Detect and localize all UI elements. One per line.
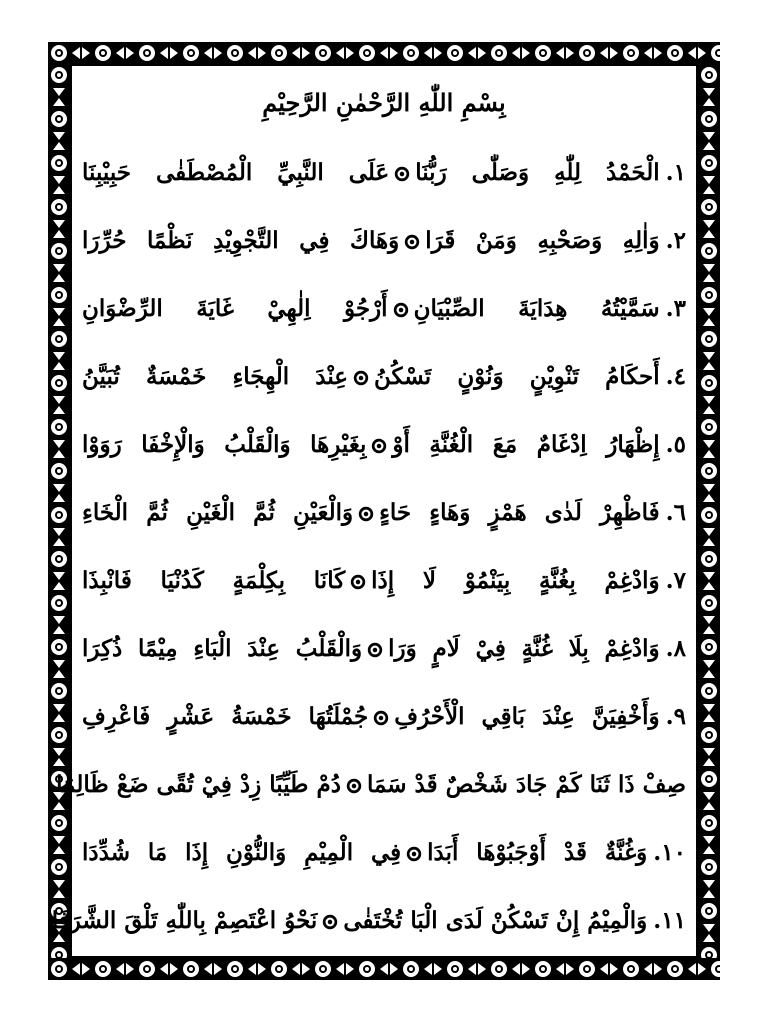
verse-first-hemistich: وَغُنَّةٌ قَدْ أَوْجَبُوْهَا أَبَدَا (427, 839, 648, 866)
verse-line (82, 838, 686, 868)
verse-line (82, 158, 686, 188)
verse-first-hemistich: وَادْغِمْ بِغُنَّةٍ بِيَنْمُوْ لَا إِذَا (371, 567, 660, 594)
verse-second-hemistich: وَالْقَلْبُ عِنْدَ الْبَاءِ مِيْمًا ذُكِرَا (82, 635, 363, 662)
verse-number: ٧. (665, 567, 686, 594)
verse-separator-icon (321, 913, 339, 931)
verse-line (82, 566, 686, 596)
verse-separator-icon (403, 233, 421, 251)
verse-line (56, 770, 686, 800)
verse-first-hemistich: وَالْمِيْمُ إِنْ تَسْكُنْ لَدَى الْبَا تُخْتَفٰى (343, 907, 648, 934)
verse-separator-icon (352, 369, 370, 387)
verse-second-hemistich: وَهَاكَ فِي التَّجْوِيْدِ نَظْمًا حُرِّرَا (82, 227, 400, 254)
verse-first-hemistich: أَحكَامُ تَنْوِيْنٍ وَنُوْنٍ تَسْكُنُ (374, 363, 660, 390)
verse-separator-icon (370, 437, 388, 455)
verse-second-hemistich: وَالْعَيْنِ ثُمَّ الْغَيْنِ ثُمَّ الْخَاءِ (82, 499, 354, 526)
border-pattern-left (48, 64, 70, 958)
verse-first-hemistich: الْحَمْدُ لِلّٰهِ وَصَلّٰى رَبُّنَا (415, 159, 660, 186)
verse-line (82, 634, 686, 664)
verse-number: ١٠. (653, 839, 686, 866)
verse-first-hemistich: وَاٰلِهِ وَصَحْبِهِ وَمَنْ قَرَا (425, 227, 660, 254)
verse-first-hemistich: سَمَّيْتُهُ هِدَايَةَ الصِّبْيَانِ (413, 295, 660, 322)
verse-first-hemistich: وَأَخْفِيَنَّ عِنْدَ بَاقِي الْأَحْرُفِ (394, 703, 660, 730)
verse-second-hemistich: كَانَا بِكِلْمَةٍ كَدُنْيَا فَانْبِذَا (82, 567, 346, 594)
verse-number: ٨. (665, 635, 686, 662)
verse-separator-icon (393, 165, 411, 183)
verse-separator-icon (357, 505, 375, 523)
border-pattern-right (698, 64, 720, 958)
verse-line (51, 906, 686, 936)
verse-number: ٥. (665, 431, 686, 458)
verse-second-hemistich: فِي الْمِيْمِ وَالنُّوْنِ إِذَا مَا شُدِّدَا (82, 839, 402, 866)
verse-number: ٤. (665, 363, 686, 390)
verse-line (82, 498, 686, 528)
verse-number: ١١. (653, 907, 686, 934)
verse-line (82, 362, 686, 392)
border-pattern-bottom (48, 958, 720, 980)
verse-line (82, 702, 686, 732)
verse-first-hemistich: وَادْغِمْ بِلَا غُنَّةٍ فِيْ لَامٍ وَرَا (388, 635, 660, 662)
verse-separator-icon (345, 777, 363, 795)
verse-second-hemistich: نَحْوُ اعْتَصِمْ بِاللّٰهِ تَلْقَ الشَّرَفَا (51, 907, 318, 934)
verse-first-hemistich: فَاظْهِرْ لَدٰى هَمْزٍ وَهَاءٍ حَاءٍ (379, 499, 660, 526)
border-pattern-top (48, 42, 720, 64)
basmala-heading: بِسْمِ اللّٰهِ الرَّحْمٰنِ الرَّحِيْمِ (262, 88, 506, 117)
verse-line (82, 294, 686, 324)
verse-second-hemistich: جُمْلَتُهَا خَمْسَةُ عَشْرٍ فَاعْرِفِ (82, 703, 369, 730)
verse-number: ٢. (665, 227, 686, 254)
verse-first-hemistich: صِفْ ذَا ثَنَا كَمْ جَادَ شَخْصٌ قَدْ سَمَا (366, 771, 686, 798)
verse-number: ٩. (665, 703, 686, 730)
verse-separator-icon (392, 301, 410, 319)
verse-separator-icon (405, 845, 423, 863)
verse-second-hemistich: أَرْجُوْ اِلٰهِيْ غَايَةَ الرِّضْوَانِ (82, 295, 388, 322)
verse-second-hemistich: بِغَيْرِهَا وَالْقَلْبُ وَالْإِخْفَا رَوَوْا (82, 431, 367, 458)
verse-second-hemistich: عَلَى النَّبِيِّ الْمُصْطَفٰى حَبِيْبِنَا (82, 159, 390, 186)
verse-separator-icon (372, 709, 390, 727)
verse-number: ٣. (665, 295, 686, 322)
verse-number: ٦. (665, 499, 686, 526)
verse-separator-icon (366, 641, 384, 659)
verse-separator-icon (349, 573, 367, 591)
page-content (51, 64, 698, 958)
verse-first-hemistich: إِظْهَارُ اِدْغَامٌ مَعَ الْغُنَّةِ أَوْ (392, 431, 660, 458)
verse-line (82, 430, 686, 460)
verse-second-hemistich: دُمْ طَيِّبًا زِدْ فِيْ تُقًى ضَعْ ظَالِمَا (56, 771, 341, 798)
verse-line (82, 226, 686, 256)
verse-number: ١. (665, 159, 686, 186)
verse-second-hemistich: عِنْدَ الْهِجَاءِ خَمْسَةٌ تُبَيَّنُ (82, 363, 349, 390)
